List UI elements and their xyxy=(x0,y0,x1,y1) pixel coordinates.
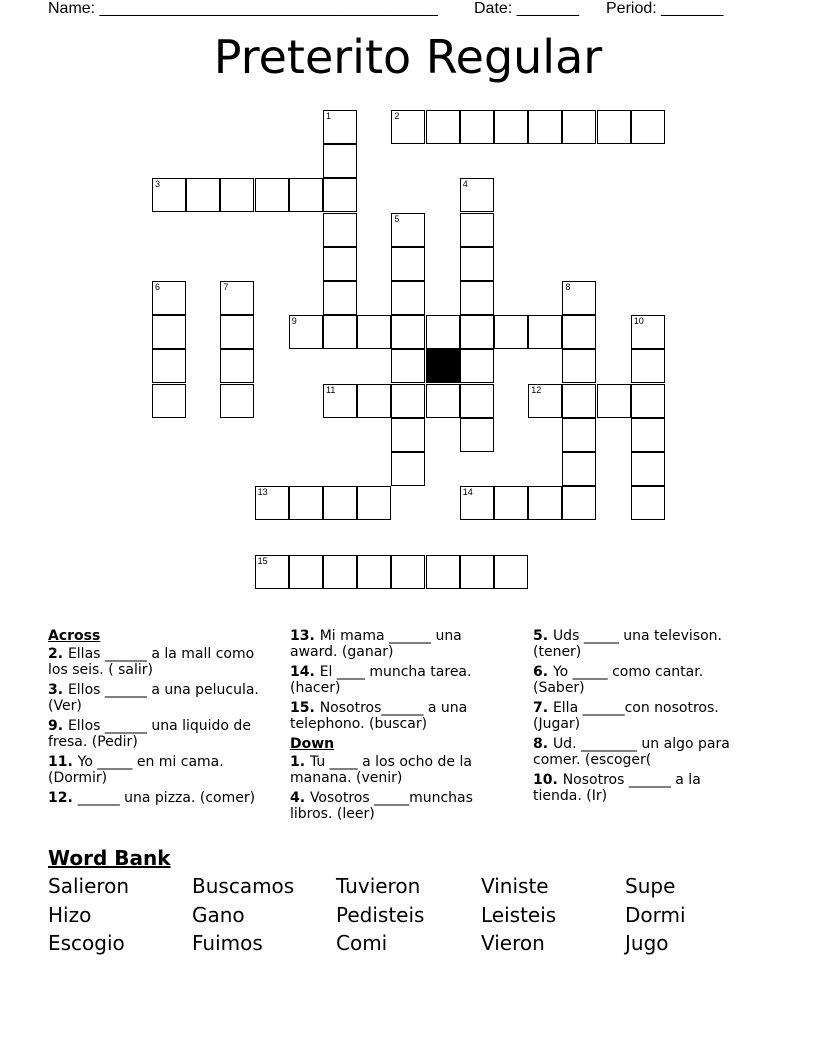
word-bank-word: Supe xyxy=(625,874,676,898)
grid-cell[interactable] xyxy=(562,315,596,349)
grid-cell[interactable] xyxy=(460,555,494,589)
grid-cell[interactable] xyxy=(391,555,425,589)
grid-cell[interactable] xyxy=(460,213,494,247)
grid-cell[interactable] xyxy=(391,384,425,418)
clue-number: 10. xyxy=(533,772,563,788)
grid-cell[interactable] xyxy=(460,384,494,418)
clue-number: 3. xyxy=(48,682,68,698)
clue-number: 4. xyxy=(290,790,310,806)
grid-cell[interactable] xyxy=(528,384,562,418)
grid-cell[interactable] xyxy=(289,486,323,520)
clue-number: 2. xyxy=(48,646,68,662)
grid-cell[interactable] xyxy=(460,486,494,520)
grid-cell[interactable] xyxy=(528,110,562,144)
clue-item xyxy=(290,664,510,696)
grid-cell[interactable] xyxy=(426,555,460,589)
word-bank-word: Escogio xyxy=(48,931,125,955)
grid-cell[interactable] xyxy=(323,247,357,281)
clue-number: 14 xyxy=(462,487,473,498)
grid-cell[interactable] xyxy=(528,315,562,349)
grid-cell[interactable] xyxy=(494,315,528,349)
clue-number: 9. xyxy=(48,718,68,734)
word-bank-word: Tuvieron xyxy=(336,874,421,898)
clue-number: 12 xyxy=(531,384,542,395)
grid-cell[interactable] xyxy=(391,247,425,281)
clue-number: 4 xyxy=(462,179,468,190)
clues-column-3 xyxy=(533,628,748,808)
clue-number: 15. xyxy=(290,700,320,716)
grid-cell[interactable] xyxy=(323,178,357,212)
word-bank-word: Hizo xyxy=(48,903,92,927)
down-clue-list-continued xyxy=(533,628,748,804)
grid-cell[interactable] xyxy=(460,315,494,349)
word-bank-word: Gano xyxy=(192,903,245,927)
grid-cell[interactable] xyxy=(152,315,186,349)
page-title: Preterito Regular xyxy=(213,30,603,84)
grid-cell[interactable] xyxy=(460,418,494,452)
grid-cell[interactable] xyxy=(289,555,323,589)
clue-item xyxy=(48,646,268,678)
clue-number: 9 xyxy=(291,316,297,327)
clue-number: 3 xyxy=(155,179,161,190)
clue-number: 1 xyxy=(326,111,332,121)
grid-cell[interactable] xyxy=(152,178,186,212)
clue-number: 12. xyxy=(48,790,78,806)
grid-cell[interactable] xyxy=(323,315,357,349)
worksheet-header xyxy=(0,0,816,20)
clue-number: 13 xyxy=(257,487,268,498)
clue-item xyxy=(290,790,510,822)
clue-text: Ellos ______ una liquido de fresa. (Pedir) xyxy=(48,718,251,750)
word-bank-word: Comi xyxy=(336,931,388,955)
clue-item xyxy=(48,682,268,714)
grid-cell[interactable] xyxy=(494,110,528,144)
clue-number: 14. xyxy=(290,664,320,680)
grid-cell[interactable] xyxy=(460,178,494,212)
grid-cell[interactable] xyxy=(391,213,425,247)
word-bank-title: Word Bank xyxy=(48,846,171,870)
clue-item xyxy=(533,772,748,804)
grid-cell[interactable] xyxy=(460,349,494,383)
clue-item xyxy=(533,628,748,660)
grid-cell[interactable] xyxy=(323,110,357,144)
grid-cell[interactable] xyxy=(255,555,289,589)
grid-cell[interactable] xyxy=(391,110,425,144)
grid-cell[interactable] xyxy=(494,555,528,589)
grid-cell[interactable] xyxy=(255,178,289,212)
clue-number: 5. xyxy=(533,628,553,644)
grid-cell[interactable] xyxy=(426,110,460,144)
across-heading: Across xyxy=(48,628,101,644)
clue-number: 6 xyxy=(155,282,161,292)
clue-text: Vosotros _____munchas libros. (leer) xyxy=(290,790,473,822)
clue-text: El ____ muncha tarea. (hacer) xyxy=(290,664,472,696)
clue-item xyxy=(533,700,748,732)
grid-cell[interactable] xyxy=(357,384,391,418)
grid-cell[interactable] xyxy=(562,418,596,452)
clue-item xyxy=(290,754,510,786)
grid-cell[interactable] xyxy=(152,384,186,418)
grid-cell[interactable] xyxy=(289,178,323,212)
grid-cell[interactable] xyxy=(631,486,665,520)
clue-number: 11. xyxy=(48,754,78,770)
grid-cell[interactable] xyxy=(220,281,254,315)
date-field-label: Date: _______ xyxy=(474,0,579,17)
word-bank-word: Jugo xyxy=(625,931,669,955)
clue-item xyxy=(533,736,748,768)
grid-cell[interactable] xyxy=(391,452,425,486)
word-bank-word: Fuimos xyxy=(192,931,263,955)
grid-cell[interactable] xyxy=(562,384,596,418)
grid-cell[interactable] xyxy=(597,384,631,418)
grid-cell[interactable] xyxy=(357,486,391,520)
clue-number: 10 xyxy=(633,316,644,327)
clue-text: Nosotros ______ a la tienda. (Ir) xyxy=(533,772,701,804)
clue-number: 15 xyxy=(257,555,268,566)
clue-number: 13. xyxy=(290,628,320,644)
clue-text: Ella ______con nosotros. (Jugar) xyxy=(533,700,719,732)
grid-cell[interactable] xyxy=(460,110,494,144)
name-field-label: Name: ______________________________________ xyxy=(48,0,438,17)
grid-cell[interactable] xyxy=(220,315,254,349)
down-heading: Down xyxy=(290,736,335,752)
across-clue-list-continued xyxy=(290,628,510,732)
clue-item xyxy=(48,790,268,806)
clues-column-2 xyxy=(290,628,510,826)
grid-cell[interactable] xyxy=(357,315,391,349)
grid-cell[interactable] xyxy=(220,384,254,418)
grid-cell[interactable] xyxy=(631,384,665,418)
clue-number: 5 xyxy=(394,213,400,224)
clue-text: ______ una pizza. (comer) xyxy=(77,790,256,806)
grid-cell[interactable] xyxy=(391,418,425,452)
clue-text: Nosotros______ a una telephono. (buscar) xyxy=(290,700,468,732)
clue-text: Yo _____ en mi cama. (Dormir) xyxy=(48,754,224,786)
word-bank-word: Vieron xyxy=(481,931,545,955)
grid-cell[interactable] xyxy=(562,452,596,486)
clue-number: 2 xyxy=(394,111,400,121)
grid-cell[interactable] xyxy=(562,486,596,520)
grid-cell[interactable] xyxy=(631,110,665,144)
word-bank-word: Salieron xyxy=(48,874,130,898)
clue-number: 8. xyxy=(533,736,553,752)
grid-cell[interactable] xyxy=(460,281,494,315)
grid-cell[interactable] xyxy=(631,315,665,349)
grid-cell[interactable] xyxy=(323,384,357,418)
clue-item xyxy=(290,700,510,732)
period-field-label: Period: _______ xyxy=(606,0,724,17)
grid-cell[interactable] xyxy=(323,555,357,589)
clue-text: Uds _____ una televison. (tener) xyxy=(533,628,723,660)
grid-cell[interactable] xyxy=(323,486,357,520)
word-bank-word: Pedisteis xyxy=(336,903,425,927)
grid-cell[interactable] xyxy=(494,486,528,520)
grid-cell[interactable] xyxy=(323,144,357,178)
clue-item xyxy=(48,754,268,786)
grid-cell[interactable] xyxy=(426,384,460,418)
grid-cell[interactable] xyxy=(460,247,494,281)
grid-cell[interactable] xyxy=(562,110,596,144)
grid-cell[interactable] xyxy=(631,349,665,383)
clue-text: Yo _____ como cantar. (Saber) xyxy=(533,664,704,696)
word-bank-word: Leisteis xyxy=(481,903,557,927)
grid-cell[interactable] xyxy=(152,349,186,383)
clue-item xyxy=(290,628,510,660)
grid-cell[interactable] xyxy=(220,349,254,383)
grid-cell[interactable] xyxy=(152,281,186,315)
clue-text: Ud. ________ un algo para comer. (escoger( xyxy=(533,736,730,768)
grid-block xyxy=(426,349,460,383)
clue-number: 11 xyxy=(326,384,336,395)
down-clue-list xyxy=(290,754,510,822)
grid-cell[interactable] xyxy=(289,315,323,349)
clue-item xyxy=(48,718,268,750)
clue-text: Ellos ______ a una pelucula. (Ver) xyxy=(48,682,259,714)
clue-text: Tu ____ a los ocho de la manana. (venir) xyxy=(290,754,472,786)
word-bank-word: Dormi xyxy=(625,903,686,927)
grid-cell[interactable] xyxy=(323,281,357,315)
grid-cell[interactable] xyxy=(323,213,357,247)
clue-number: 7. xyxy=(533,700,553,716)
grid-cell[interactable] xyxy=(357,555,391,589)
clue-number: 8 xyxy=(565,282,571,292)
word-bank-word: Viniste xyxy=(481,874,549,898)
clue-number: 7 xyxy=(223,282,229,292)
grid-cell[interactable] xyxy=(426,315,460,349)
grid-cell[interactable] xyxy=(391,315,425,349)
clue-text: Mi mama ______ una award. (ganar) xyxy=(290,628,462,660)
grid-cell[interactable] xyxy=(391,281,425,315)
grid-cell[interactable] xyxy=(597,110,631,144)
clue-number: 1. xyxy=(290,754,310,770)
grid-cell[interactable] xyxy=(528,486,562,520)
clue-number: 6. xyxy=(533,664,553,680)
grid-cell[interactable] xyxy=(255,486,289,520)
grid-cell[interactable] xyxy=(562,349,596,383)
grid-cell[interactable] xyxy=(562,281,596,315)
across-clue-list xyxy=(48,646,268,806)
grid-cell[interactable] xyxy=(391,349,425,383)
word-bank-word: Buscamos xyxy=(192,874,295,898)
grid-cell[interactable] xyxy=(220,178,254,212)
clues-column-1 xyxy=(48,628,268,810)
clue-text: Ellas ______ a la mall como los seis. ( salir) xyxy=(48,646,255,678)
grid-cell[interactable] xyxy=(631,452,665,486)
grid-cell[interactable] xyxy=(186,178,220,212)
grid-cell[interactable] xyxy=(631,418,665,452)
clue-item xyxy=(533,664,748,696)
